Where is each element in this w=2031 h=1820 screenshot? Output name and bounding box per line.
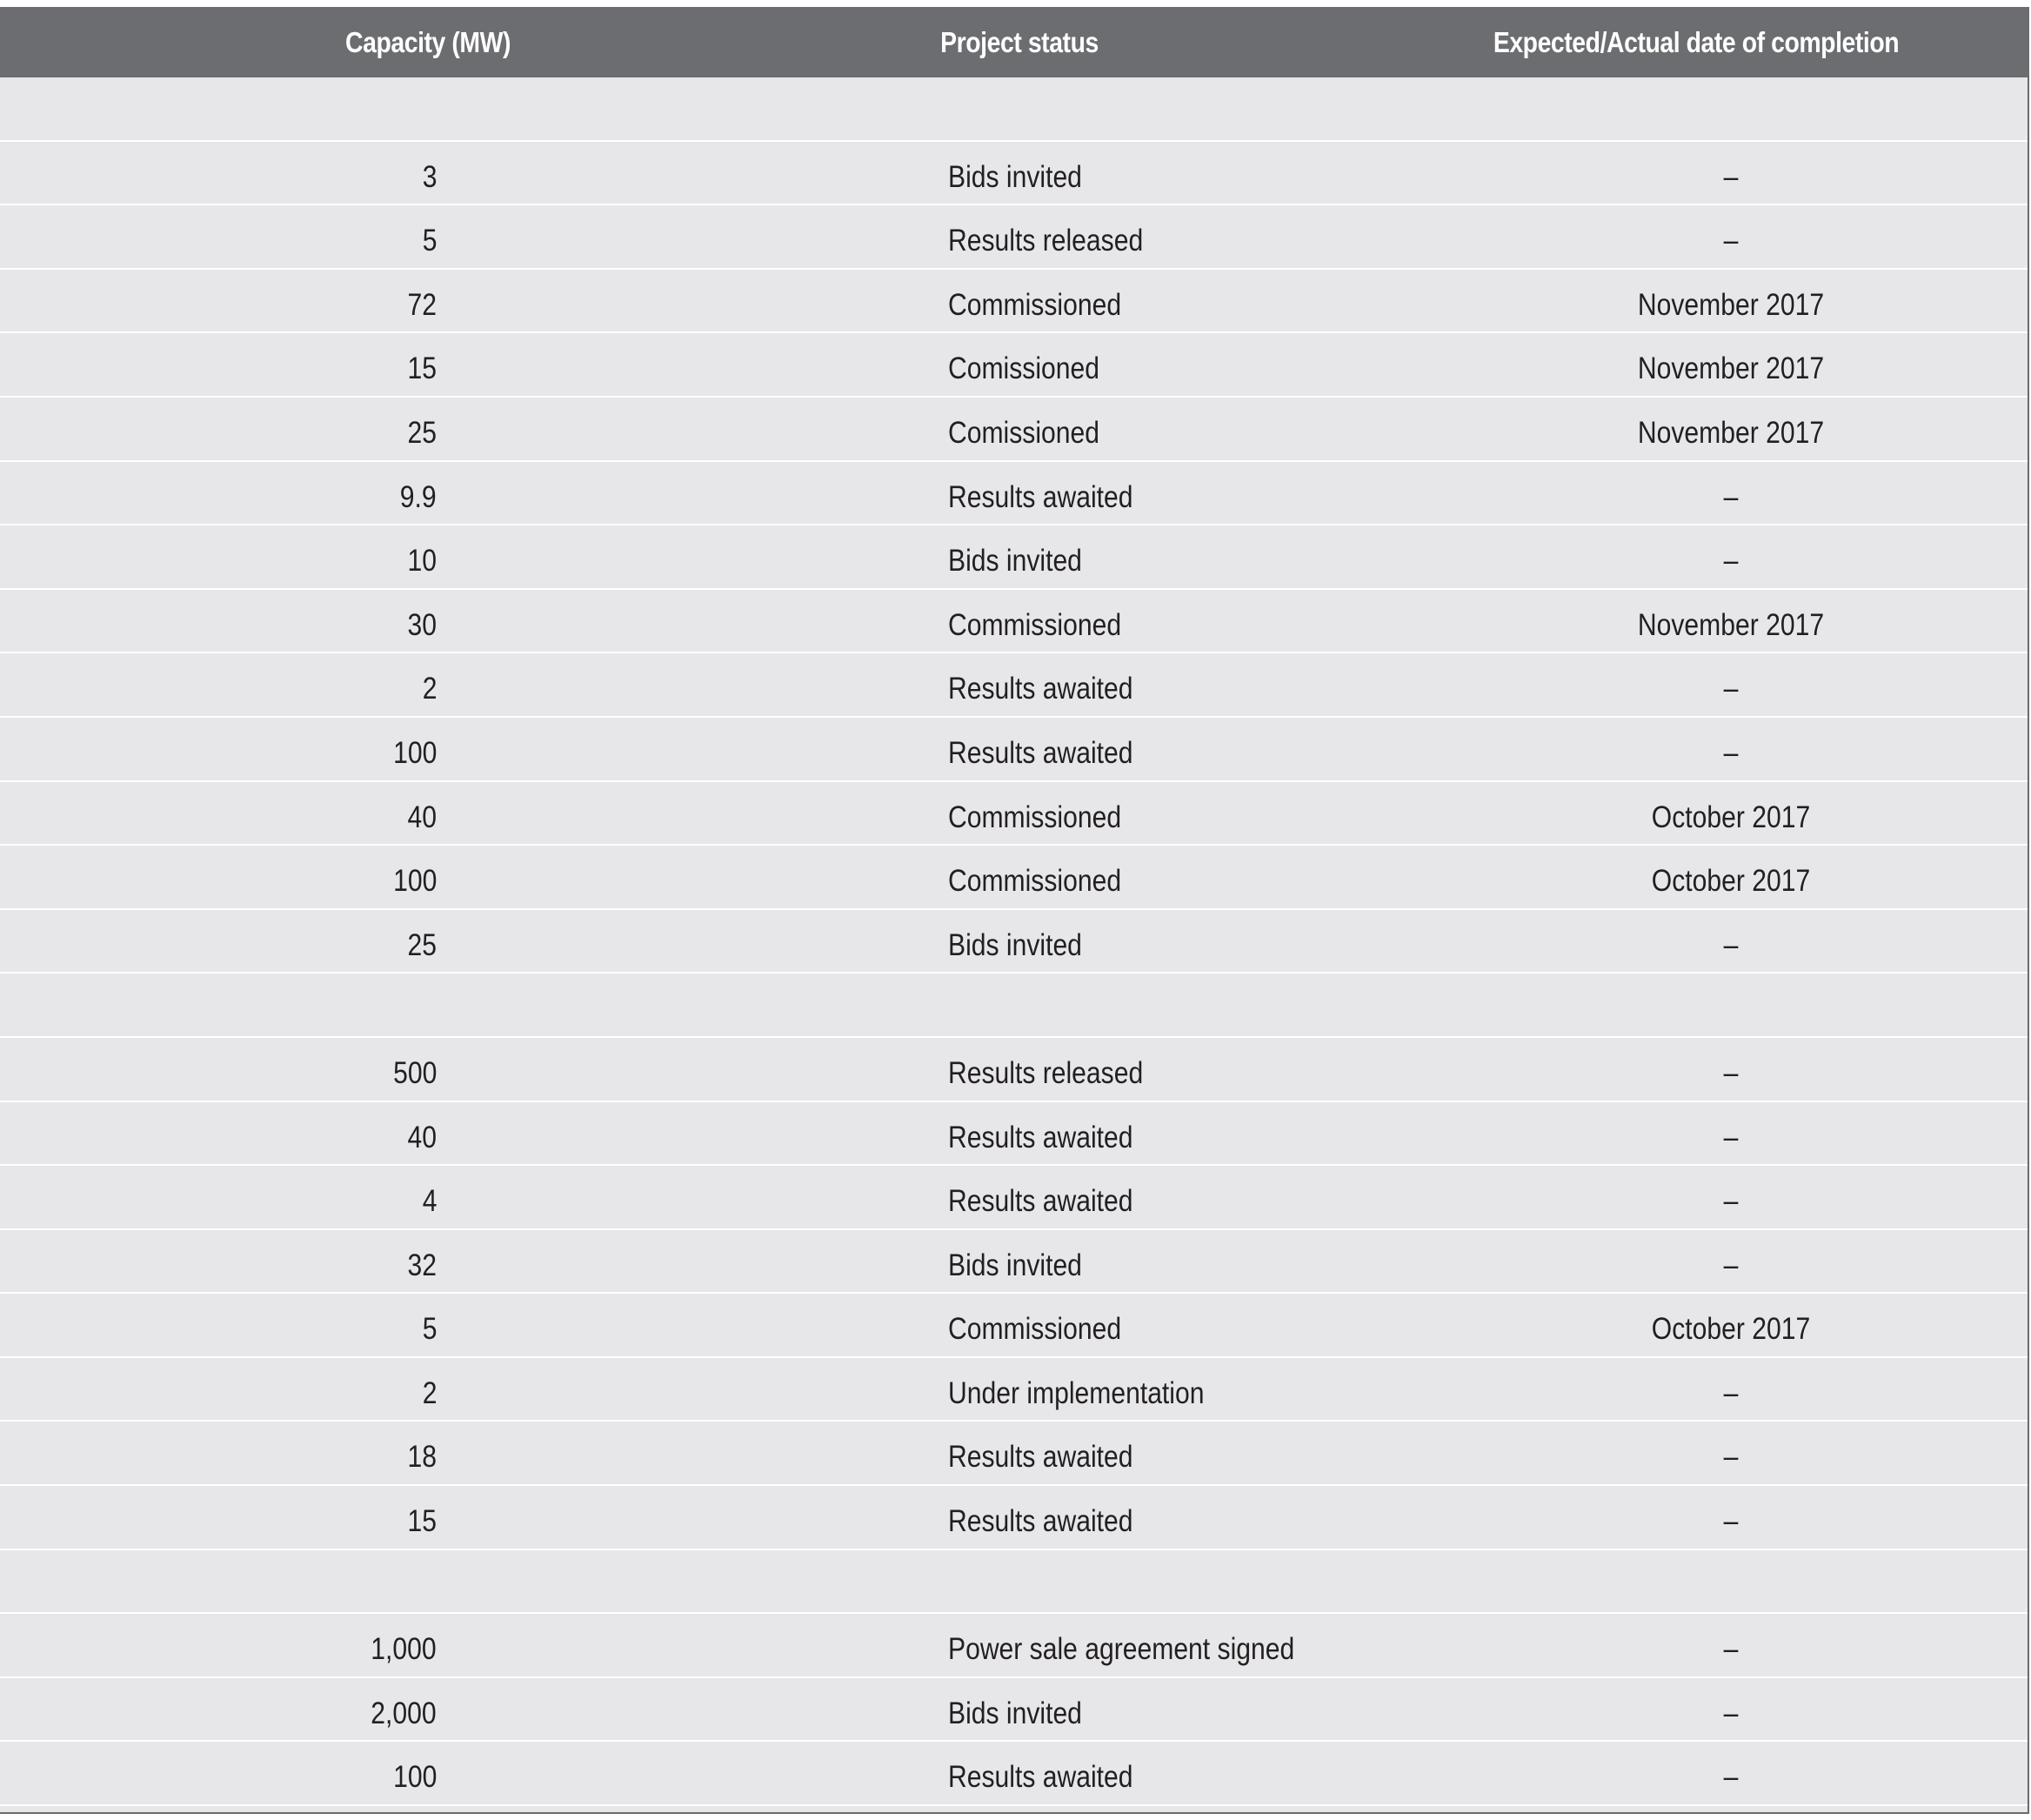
completion-date-cell: November 2017 <box>1637 351 1825 386</box>
capacity-cell: 15 <box>407 1504 437 1539</box>
project-status-cell: Bids invited <box>948 544 1082 579</box>
table-row <box>0 333 2028 398</box>
table-row <box>0 525 2028 590</box>
capacity-cell: 2,000 <box>371 1696 437 1730</box>
project-status-cell: Results released <box>948 224 1144 258</box>
table-row <box>0 910 2028 974</box>
completion-date-cell: – <box>1723 544 1739 579</box>
project-status-cell: Power sale agreement signed <box>948 1632 1295 1667</box>
capacity-cell: 2 <box>422 1375 437 1410</box>
table-row <box>0 1742 2028 1806</box>
completion-date-cell: October 2017 <box>1651 800 1811 834</box>
project-status-cell: Results awaited <box>948 1440 1133 1475</box>
capacity-cell: 15 <box>407 351 437 386</box>
completion-date-cell <box>1507 974 1955 1036</box>
project-status-cell: Commissioned <box>948 1312 1122 1347</box>
table-row <box>0 1102 2028 1167</box>
capacity-cell: 10 <box>407 544 437 579</box>
table-section-spacer-row <box>0 974 2028 1038</box>
table-body <box>0 77 2028 1806</box>
table-header <box>0 7 2029 77</box>
completion-date-cell: October 2017 <box>1651 1312 1811 1347</box>
capacity-cell: 25 <box>407 415 437 450</box>
project-status-cell: Results awaited <box>948 1760 1133 1795</box>
table-row <box>0 782 2028 846</box>
project-status-cell: Results awaited <box>948 672 1133 706</box>
header-completion-date: Expected/Actual date of completion <box>1493 26 1900 58</box>
table-section-spacer-row <box>0 77 2028 142</box>
completion-date-cell: – <box>1723 1375 1739 1410</box>
capacity-cell: 32 <box>407 1248 437 1282</box>
completion-date-cell: November 2017 <box>1637 287 1825 322</box>
completion-date-cell: November 2017 <box>1637 607 1825 642</box>
completion-date-cell: – <box>1723 1184 1739 1219</box>
project-status-cell: Results awaited <box>948 1184 1133 1219</box>
table-row <box>0 1230 2028 1295</box>
table-row <box>0 142 2028 206</box>
project-status-cell: Results awaited <box>948 1120 1133 1154</box>
table-row <box>0 653 2028 718</box>
completion-date-cell: – <box>1723 927 1739 962</box>
completion-date-cell: October 2017 <box>1651 864 1811 899</box>
project-status-cell: Results awaited <box>948 735 1133 770</box>
completion-date-cell <box>1507 77 1955 140</box>
table-row <box>0 270 2028 334</box>
capacity-cell: 100 <box>392 864 437 899</box>
project-status-cell: Commissioned <box>948 864 1122 899</box>
completion-date-cell: – <box>1723 1760 1739 1795</box>
completion-date-cell: – <box>1723 1504 1739 1539</box>
capacity-cell: 5 <box>422 1312 437 1347</box>
table-row <box>0 1294 2028 1358</box>
capacity-cell: 5 <box>422 224 437 258</box>
capacity-cell: 2 <box>422 672 437 706</box>
table-row <box>0 398 2028 462</box>
table-row <box>0 462 2028 526</box>
capacity-cell: 72 <box>407 287 437 322</box>
completion-date-cell: – <box>1723 224 1739 258</box>
table-row <box>0 205 2028 270</box>
capacity-cell: 500 <box>392 1055 437 1090</box>
header-capacity: Capacity (MW) <box>345 26 511 58</box>
table-row <box>0 590 2028 654</box>
table-row <box>0 1166 2028 1230</box>
capacity-cell: 30 <box>407 607 437 642</box>
table-row <box>0 1038 2028 1102</box>
table-row <box>0 846 2028 910</box>
capacity-cell: 40 <box>407 800 437 834</box>
project-status-cell: Bids invited <box>948 1248 1082 1282</box>
table-row <box>0 718 2028 782</box>
header-project-status: Project status <box>940 26 1099 58</box>
completion-date-cell: – <box>1723 1632 1739 1667</box>
completion-date-cell: – <box>1723 1055 1739 1090</box>
solar-projects-table <box>0 7 2029 1814</box>
capacity-cell: 18 <box>407 1440 437 1475</box>
completion-date-cell: – <box>1723 1248 1739 1282</box>
project-status-cell: Commissioned <box>948 287 1122 322</box>
project-status-cell: Commissioned <box>948 607 1122 642</box>
project-status-cell: Comissioned <box>948 415 1099 450</box>
project-status-cell: Under implementation <box>948 1375 1205 1410</box>
capacity-cell: 40 <box>407 1120 437 1154</box>
capacity-cell: 25 <box>407 927 437 962</box>
capacity-cell: 100 <box>392 1760 437 1795</box>
project-status-cell: Results released <box>948 1055 1144 1090</box>
completion-date-cell: – <box>1723 159 1739 194</box>
completion-date-cell: – <box>1723 1696 1739 1730</box>
table-row <box>0 1678 2028 1743</box>
capacity-cell: 1,000 <box>371 1632 437 1667</box>
completion-date-cell: – <box>1723 1440 1739 1475</box>
project-status-cell: Bids invited <box>948 927 1082 962</box>
completion-date-cell: – <box>1723 1120 1739 1154</box>
project-status-cell: Results awaited <box>948 479 1133 514</box>
table-section-spacer-row <box>0 1550 2028 1615</box>
capacity-cell: 3 <box>422 159 437 194</box>
completion-date-cell <box>1507 1550 1955 1613</box>
capacity-cell: 100 <box>392 735 437 770</box>
project-status-cell: Commissioned <box>948 800 1122 834</box>
project-status-cell: Bids invited <box>948 1696 1082 1730</box>
project-status-cell: Results awaited <box>948 1504 1133 1539</box>
completion-date-cell: – <box>1723 735 1739 770</box>
completion-date-cell: November 2017 <box>1637 415 1825 450</box>
project-status-cell: Bids invited <box>948 159 1082 194</box>
table-row <box>0 1422 2028 1486</box>
capacity-cell: 9.9 <box>400 479 437 514</box>
project-status-cell: Comissioned <box>948 351 1099 386</box>
table-row <box>0 1614 2028 1678</box>
completion-date-cell: – <box>1723 479 1739 514</box>
completion-date-cell: – <box>1723 672 1739 706</box>
table-row <box>0 1486 2028 1550</box>
capacity-cell: 4 <box>422 1184 437 1219</box>
table-row <box>0 1358 2028 1422</box>
